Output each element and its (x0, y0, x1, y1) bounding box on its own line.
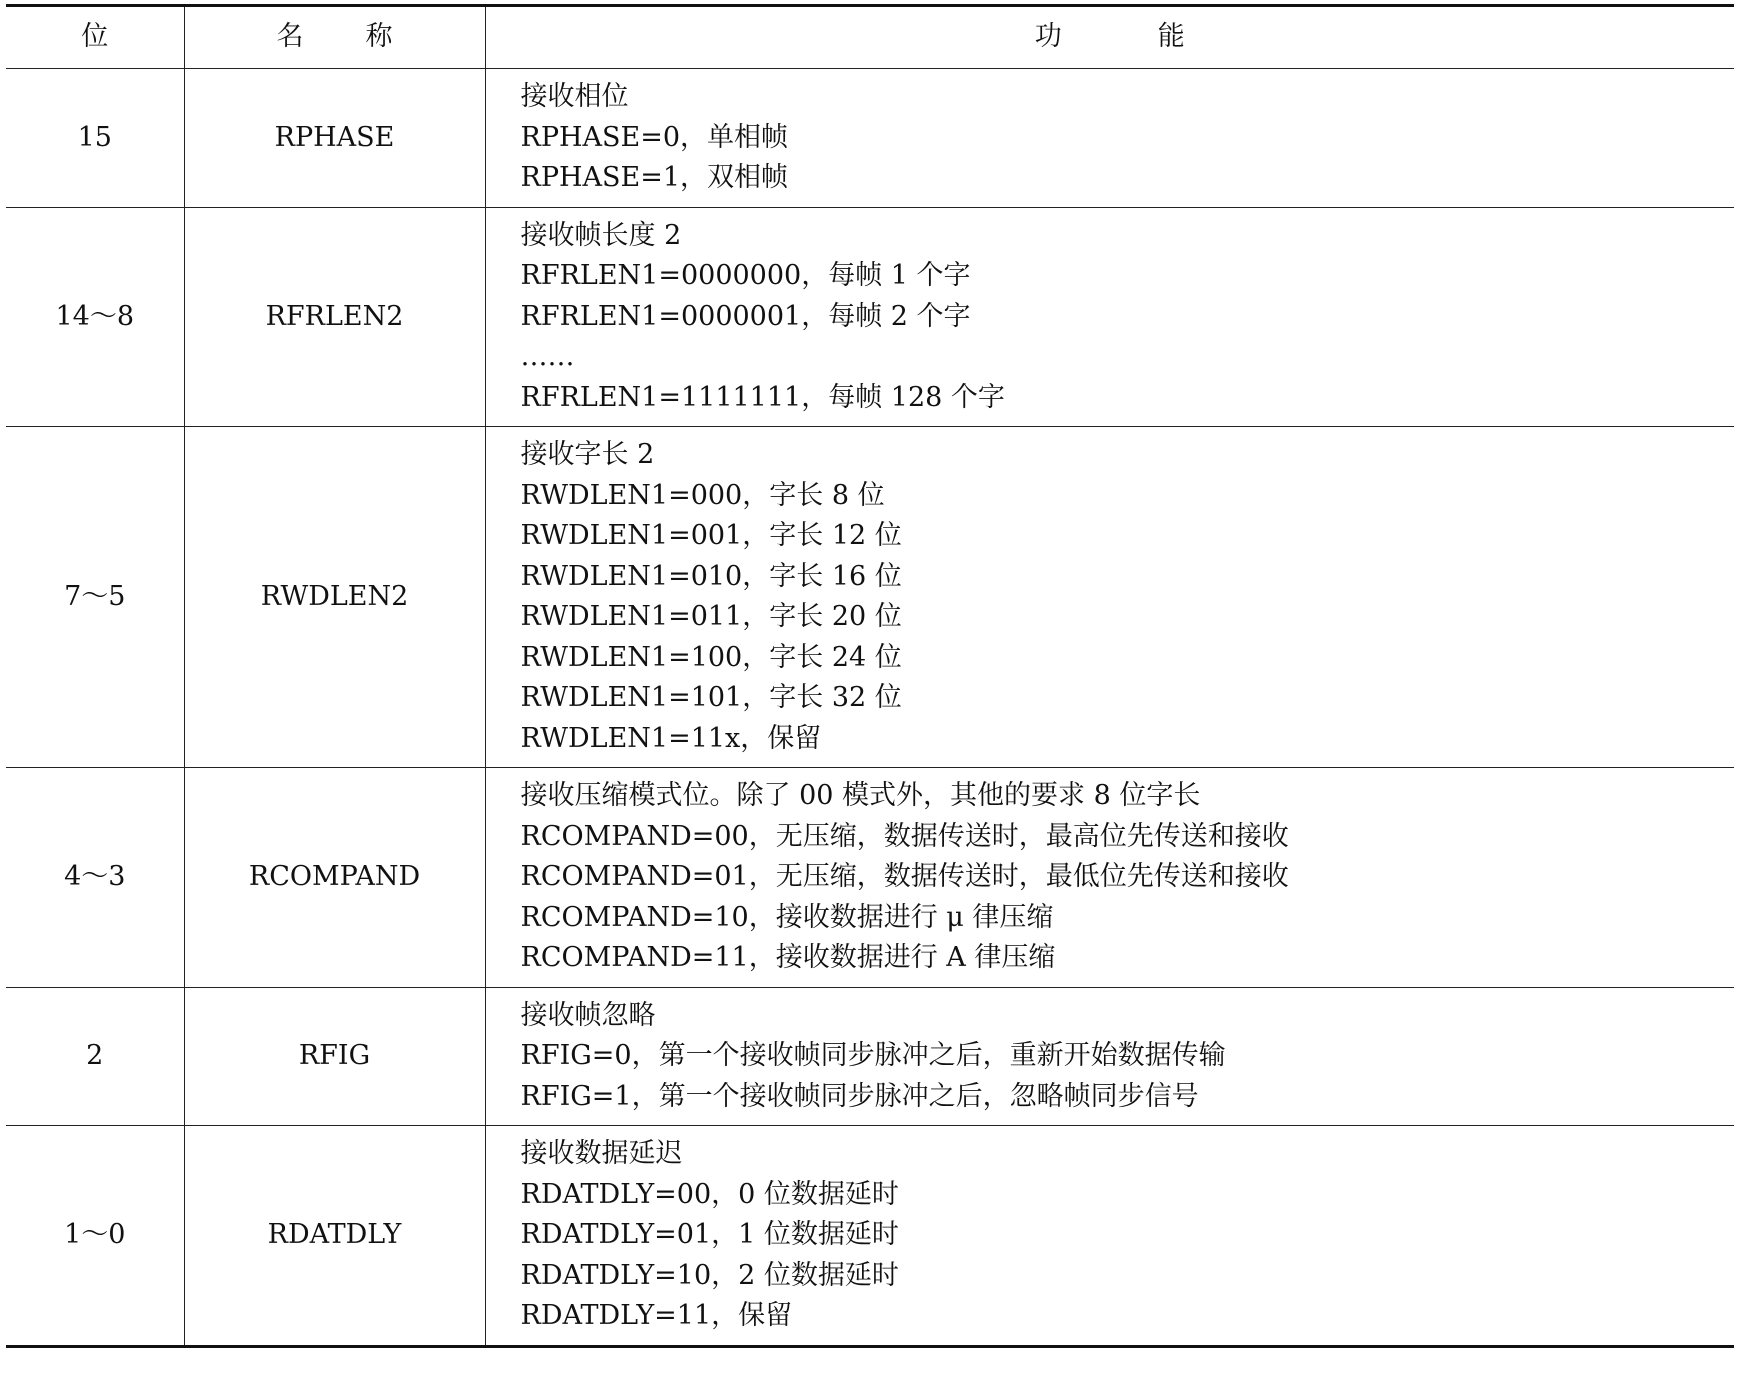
header-row (6, 6, 1734, 69)
table-body (6, 69, 1734, 1347)
function-cell (485, 427, 1734, 768)
table-header (6, 6, 1734, 69)
function-line: RWDLEN1=11x，保留 (520, 722, 822, 754)
function-line: 接收帧长度 2 (520, 219, 682, 251)
table-row (6, 207, 1734, 427)
function-cell (485, 1126, 1734, 1347)
header-name-label-1: 名 (276, 21, 304, 53)
function-line: RWDLEN1=010，字长 16 位 (520, 560, 902, 592)
function-cell (485, 987, 1734, 1126)
header-function-label-1: 功 (1034, 21, 1062, 53)
function-line: …… (520, 341, 575, 372)
function-line: 接收相位 (520, 81, 629, 112)
function-cell (485, 768, 1734, 988)
function-line: RFIG=1，第一个接收帧同步脉冲之后，忽略帧同步信号 (520, 1080, 1199, 1112)
table-row (6, 1126, 1734, 1347)
register-bit-table (6, 4, 1734, 1348)
function-line: RDATDLY=01，1 位数据延时 (520, 1219, 899, 1250)
header-bit-label: 位 (81, 21, 109, 53)
function-line: RPHASE=1，双相帧 (520, 162, 789, 193)
function-line: 接收数据延迟 (520, 1138, 683, 1169)
name-cell: RCOMPAND (184, 768, 485, 988)
header-name-label-2: 称 (365, 21, 393, 53)
bit-cell: 14～8 (6, 207, 184, 427)
table-row (6, 427, 1734, 768)
function-cell (485, 207, 1734, 427)
function-line: RWDLEN1=001，字长 12 位 (520, 520, 902, 551)
function-line: RWDLEN1=101，字长 32 位 (520, 682, 902, 713)
function-line: RCOMPAND=00，无压缩，数据传送时，最高位先传送和接收 (520, 820, 1289, 852)
function-line: RWDLEN1=011，字长 20 位 (520, 601, 902, 632)
function-line: RFRLEN1=0000001，每帧 2 个字 (520, 300, 971, 332)
function-line: RWDLEN1=100，字长 24 位 (520, 641, 902, 673)
function-line: RCOMPAND=10，接收数据进行 μ 律压缩 (520, 901, 1054, 933)
function-line: RFIG=0，第一个接收帧同步脉冲之后，重新开始数据传输 (520, 1040, 1226, 1071)
function-line: 接收压缩模式位。除了 00 模式外，其他的要求 8 位字长 (520, 780, 1201, 811)
header-name (184, 6, 485, 69)
function-line: RPHASE=0，单相帧 (520, 121, 789, 153)
header-function (485, 6, 1734, 69)
bit-cell: 2 (6, 987, 184, 1126)
header-bit (6, 6, 184, 69)
name-cell: RPHASE (184, 69, 485, 208)
function-line: RFRLEN1=1111111，每帧 128 个字 (520, 381, 1005, 413)
function-cell (485, 69, 1734, 208)
name-cell: RDATDLY (184, 1126, 485, 1347)
table-row (6, 768, 1734, 988)
function-line: 接收字长 2 (520, 439, 655, 470)
table-row (6, 987, 1734, 1126)
name-cell: RFRLEN2 (184, 207, 485, 427)
function-line: RDATDLY=10，2 位数据延时 (520, 1259, 899, 1291)
bit-cell: 15 (6, 69, 184, 208)
function-line: 接收帧忽略 (520, 999, 656, 1031)
bit-cell: 1～0 (64, 1219, 126, 1250)
function-line: RFRLEN1=0000000，每帧 1 个字 (520, 260, 971, 291)
table-row (6, 69, 1734, 208)
name-cell: RFIG (184, 987, 485, 1126)
name-cell: RWDLEN2 (184, 427, 485, 768)
bit-cell: 7～5 (6, 427, 184, 768)
function-line: RDATDLY=00，0 位数据延时 (520, 1178, 899, 1210)
function-line: RCOMPAND=11，接收数据进行 A 律压缩 (520, 942, 1056, 973)
function-line: RDATDLY=11，保留 (520, 1300, 793, 1331)
header-function-label-2: 能 (1157, 21, 1185, 53)
function-line: RWDLEN1=000，字长 8 位 (520, 479, 885, 511)
bit-cell: 4～3 (6, 768, 184, 988)
function-line: RCOMPAND=01，无压缩，数据传送时，最低位先传送和接收 (520, 861, 1289, 892)
